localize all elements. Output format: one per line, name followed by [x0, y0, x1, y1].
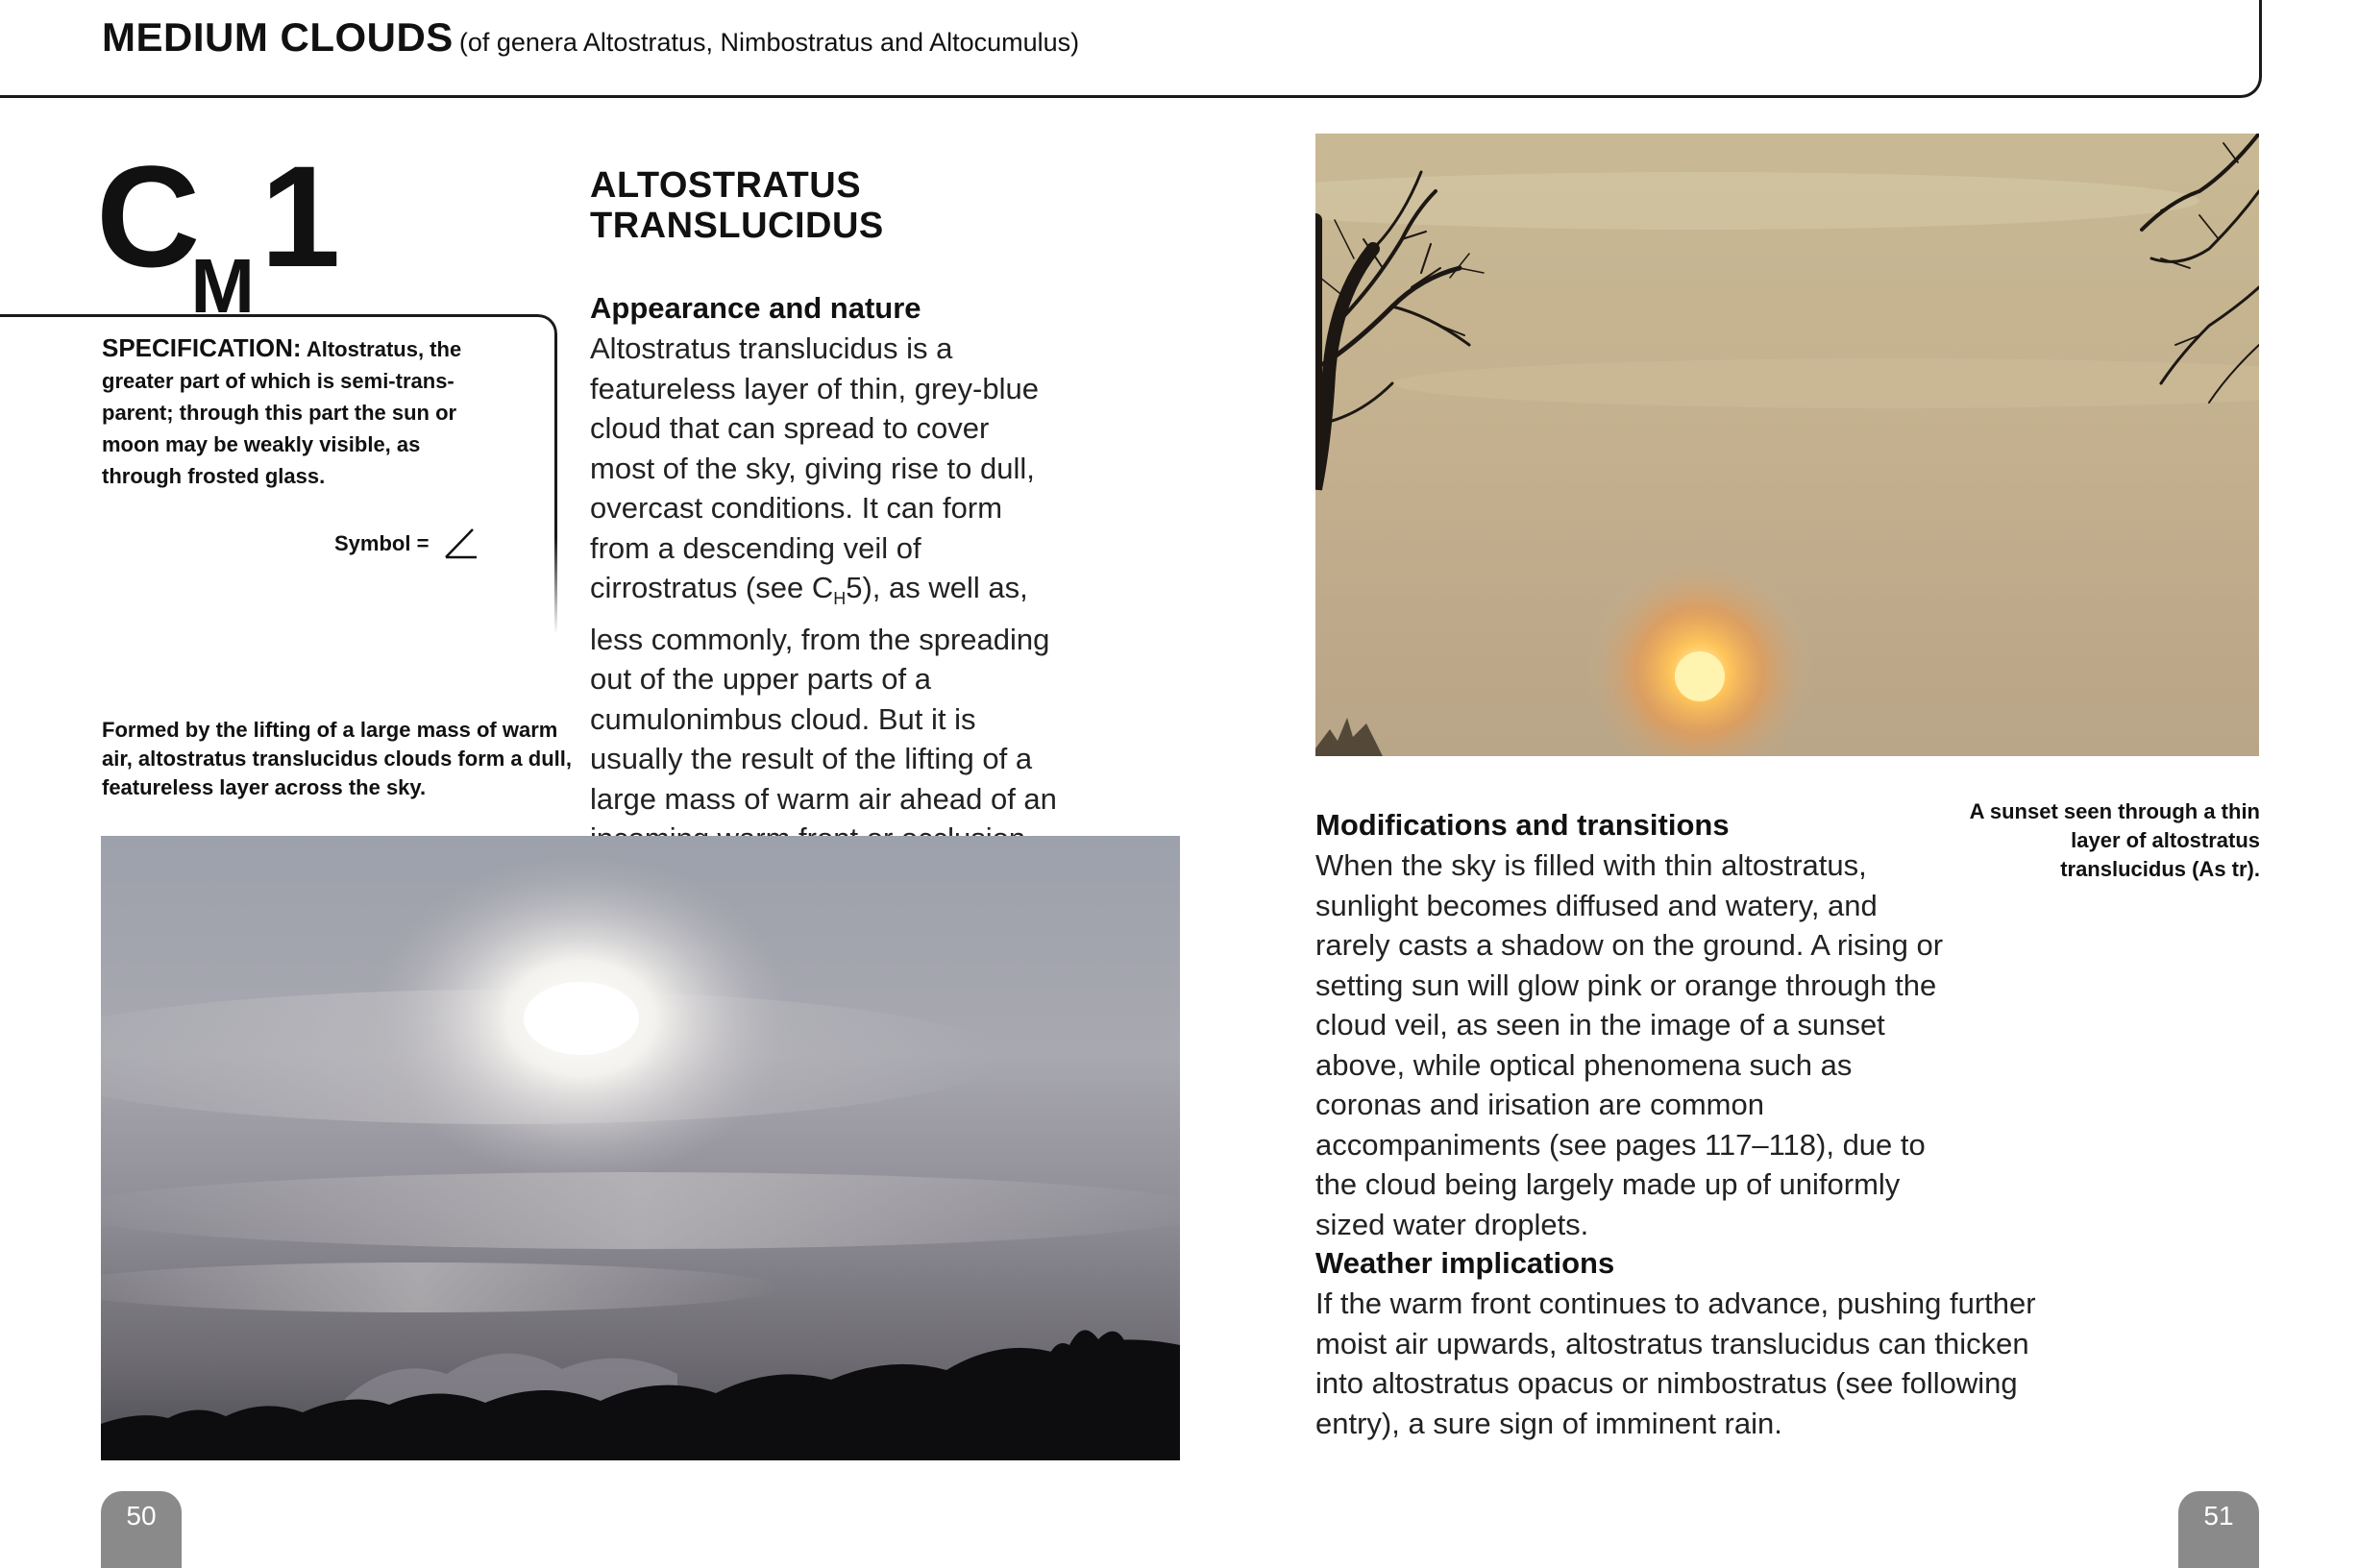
appearance-text-before: Altostratus translucidus is a featureless layer of thin, grey-blue cloud that can spread to cover most of the sky, giving rise to dull, overcast conditions. It can form from a descending veil of cirrostratus (see C	[590, 331, 1039, 604]
specification-label: SPECIFICATION:	[102, 333, 302, 362]
page-number-left: 50	[101, 1491, 182, 1568]
appearance-text-after: 5), as well as, less commonly, from the spreading out of the upper parts of a cumulonimbus cloud. But it is usually the result of the lifting of a large mass of warm air ahead of an	[590, 571, 1057, 816]
sunset-photo	[1315, 134, 2259, 756]
altostratus-translucidus-symbol-icon	[442, 527, 479, 561]
cloud-code-letter: C	[96, 135, 197, 297]
modifications-heading: Modifications and transitions	[1315, 808, 1730, 842]
weather-heading: Weather implications	[1315, 1246, 1615, 1280]
weather-section	[1315, 1243, 2084, 1443]
altostratus-sky-photo	[101, 836, 1180, 1460]
appearance-heading: Appearance and nature	[590, 291, 921, 325]
entry-title-line1: ALTOSTRATUS	[590, 165, 862, 206]
cloud-code-number: 1	[259, 135, 341, 297]
entry-title-line2: TRANSLUCIDUS	[590, 206, 884, 246]
cloud-code	[96, 135, 341, 329]
altostratus-sky-image	[101, 836, 1180, 1460]
appearance-text	[590, 329, 1061, 859]
symbol-row	[334, 527, 479, 561]
sunset-image	[1315, 134, 2259, 756]
page-header	[102, 14, 1080, 60]
caption-right: A sunset seen through a thin layer of altostratus translucidus (As tr).	[1969, 799, 2260, 881]
section-title: MEDIUM CLOUDS	[102, 14, 454, 60]
weather-text: If the warm front continues to advance, pushing further moist air upwards, altostratus translucidus can thicken into altostratus opacus or nimbostratus (see following entry), a sure sign of imminent rain.	[1315, 1286, 2036, 1440]
caption-left: Formed by the lifting of a large mass of warm air, altostratus translucidus clouds form a dull, featureless layer across the sky.	[102, 718, 572, 799]
appearance-section	[590, 288, 1061, 859]
section-subtitle: (of genera Altostratus, Nimbostratus and Altocumulus)	[458, 28, 1080, 57]
entry-title	[590, 165, 884, 246]
specification-body: Altostratus, the greater part of which is semi-trans-parent; through this part the sun or moon may be weakly visible, as through frosted glass.	[102, 337, 462, 488]
modifications-text: When the sky is filled with thin altostratus, sunlight becomes diffused and watery, and rarely casts a shadow on the ground. A rising or setting sun will glow pink or orange through the cloud veil, as seen in the image of a sunset above, while optical phenomena such as coronas and irisation are common accompaniments (see pages 117–118), due to the cloud being largely made up of uniformly sized water droplets.	[1315, 848, 1944, 1241]
modifications-section	[1315, 805, 1950, 1244]
page-number-right: 51	[2178, 1491, 2259, 1568]
specification-text	[102, 332, 505, 492]
appearance-subscript: H	[833, 589, 847, 609]
symbol-label: Symbol =	[334, 531, 430, 555]
cloud-code-subscript: M	[190, 243, 255, 329]
